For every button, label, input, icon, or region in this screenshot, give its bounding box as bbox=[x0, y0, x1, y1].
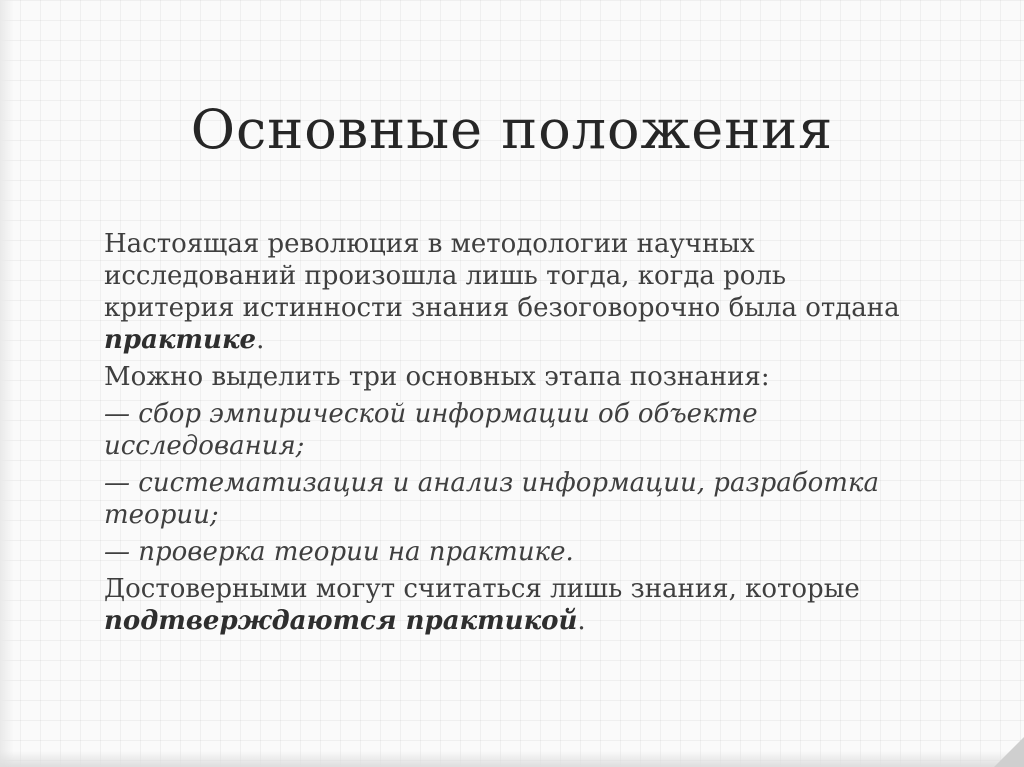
slide-body bbox=[104, 228, 904, 642]
slide-bottom-shadow bbox=[0, 751, 1024, 767]
paragraph-conclusion-end: . bbox=[577, 606, 586, 636]
slide-title: Основные положения bbox=[190, 98, 834, 161]
stage-item: — систематизация и анализ информации, разработка теории; bbox=[104, 468, 879, 530]
page-curl-corner bbox=[994, 737, 1024, 767]
stage-item: — сбор эмпирической информации об объекте исследования; bbox=[104, 399, 758, 461]
stage-item: — проверка теории на практике. bbox=[104, 537, 574, 567]
paragraph-conclusion-text: Достоверными могут считаться лишь знания, которые bbox=[104, 574, 860, 604]
paragraph-revolution-text: Настоящая революция в методологии научных исследований произошла лишь тогда, когда роль критерия истинности знания безоговорочно была отдана bbox=[104, 229, 900, 323]
paragraph-revolution bbox=[104, 228, 904, 356]
paragraph-conclusion bbox=[104, 573, 904, 637]
emphasis-confirmed-by-practice: подтверждаются практикой bbox=[104, 606, 578, 636]
emphasis-practice: практике bbox=[104, 325, 257, 355]
paragraph-stages-intro: Можно выделить три основных этапа познания: bbox=[104, 362, 770, 392]
paragraph-revolution-end: . bbox=[256, 325, 265, 355]
